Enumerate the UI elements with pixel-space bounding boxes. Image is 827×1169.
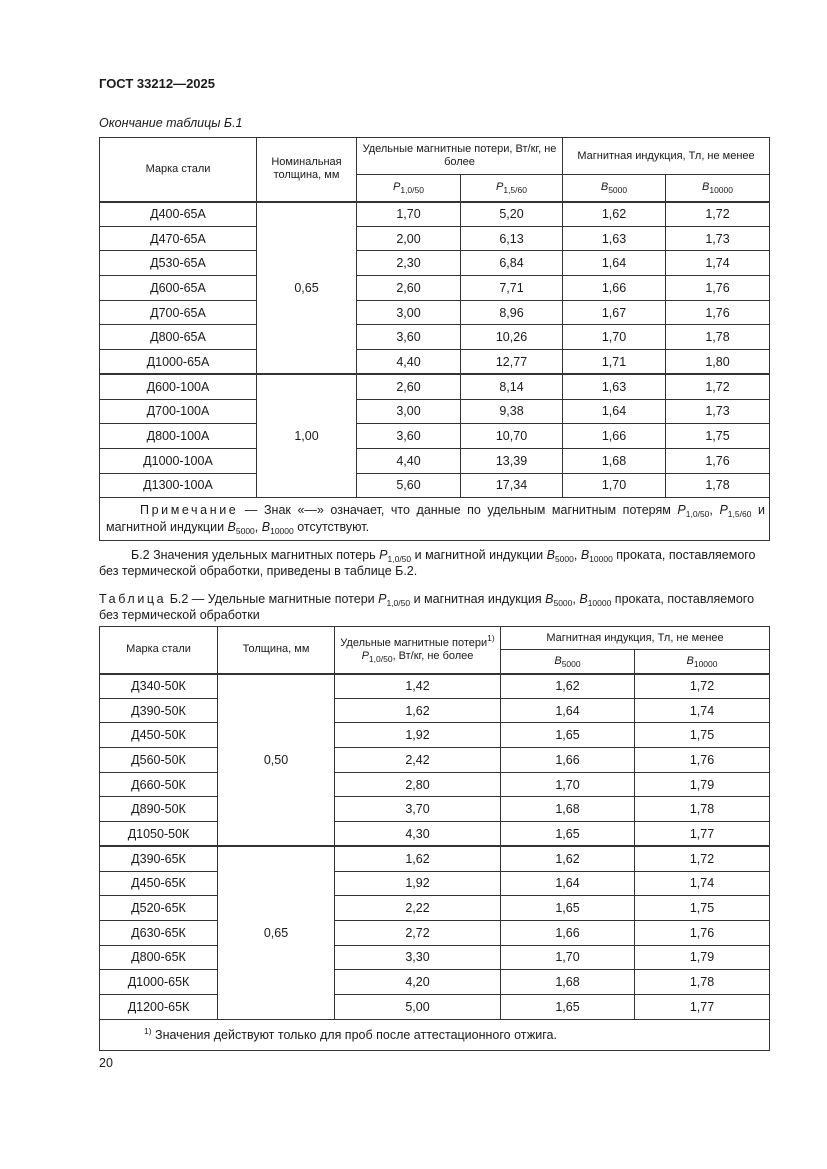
cell-thickness: 0,65 (218, 846, 335, 1019)
cell-steel-grade: Д450-50К (100, 723, 218, 748)
table-row (100, 674, 770, 699)
cell-value: 2,80 (335, 772, 501, 797)
cell-value: 4,20 (335, 970, 501, 995)
cell-value: 8,96 (461, 300, 563, 325)
cell-value: 1,68 (501, 970, 635, 995)
cell-value: 2,00 (357, 226, 461, 251)
cell-value: 1,68 (501, 797, 635, 822)
cell-value: 17,34 (461, 473, 563, 498)
cell-value: 5,60 (357, 473, 461, 498)
cell-value: 1,66 (563, 276, 666, 301)
cell-value: 1,64 (563, 251, 666, 276)
table-row (100, 276, 770, 301)
cell-value: 1,63 (563, 226, 666, 251)
table-row (100, 748, 770, 773)
cell-value: 1,75 (666, 424, 770, 449)
cell-steel-grade: Д340-50К (100, 674, 218, 699)
cell-steel-grade: Д600-65А (100, 276, 257, 301)
cell-value: 2,30 (357, 251, 461, 276)
cell-steel-grade: Д470-65А (100, 226, 257, 251)
cell-value: 1,63 (563, 374, 666, 399)
cell-steel-grade: Д390-50К (100, 698, 218, 723)
cell-value: 6,13 (461, 226, 563, 251)
cell-steel-grade: Д530-65А (100, 251, 257, 276)
cell-value: 1,71 (563, 350, 666, 375)
cell-steel-grade: Д630-65К (100, 920, 218, 945)
table-b2 (99, 626, 770, 1051)
cell-thickness: 0,65 (257, 202, 357, 375)
cell-value: 10,70 (461, 424, 563, 449)
cell-steel-grade: Д800-65К (100, 945, 218, 970)
cell-value: 2,60 (357, 374, 461, 399)
cell-value: 5,00 (335, 994, 501, 1019)
cell-steel-grade: Д600-100А (100, 374, 257, 399)
cell-steel-grade: Д1200-65К (100, 994, 218, 1019)
cell-value: 1,62 (335, 698, 501, 723)
table-row (100, 772, 770, 797)
cell-steel-grade: Д1000-100А (100, 448, 257, 473)
cell-value: 1,65 (501, 723, 635, 748)
cell-value: 1,92 (335, 723, 501, 748)
cell-thickness: 0,50 (218, 674, 335, 847)
cell-value: 1,92 (335, 871, 501, 896)
header-b-10000: $B_{10000}$ (635, 650, 770, 674)
cell-steel-grade: Д450-65К (100, 871, 218, 896)
cell-value: 13,39 (461, 448, 563, 473)
cell-value: 1,68 (563, 448, 666, 473)
cell-value: 1,79 (635, 772, 770, 797)
cell-value: 1,78 (666, 325, 770, 350)
cell-steel-grade: Д1300-100А (100, 473, 257, 498)
cell-value: 1,78 (666, 473, 770, 498)
cell-value: 1,66 (501, 920, 635, 945)
cell-value: 1,78 (635, 797, 770, 822)
cell-value: 1,70 (501, 772, 635, 797)
cell-value: 1,62 (335, 846, 501, 871)
table-row (100, 698, 770, 723)
cell-steel-grade: Д520-65К (100, 896, 218, 921)
cell-value: 2,60 (357, 276, 461, 301)
header-p-1-0-50: $P_{1,0/50}$ (357, 175, 461, 202)
cell-value: 1,76 (635, 748, 770, 773)
table-row (100, 797, 770, 822)
cell-steel-grade: Д700-100А (100, 399, 257, 424)
table-row (100, 399, 770, 424)
cell-steel-grade: Д890-50К (100, 797, 218, 822)
table-row (100, 325, 770, 350)
cell-value: 1,70 (357, 202, 461, 227)
cell-value: 1,76 (635, 920, 770, 945)
table-row (100, 448, 770, 473)
table-row (100, 970, 770, 995)
cell-steel-grade: Д560-50К (100, 748, 218, 773)
cell-value: 1,73 (666, 226, 770, 251)
table-row (100, 202, 770, 227)
table-row (100, 896, 770, 921)
cell-value: 8,14 (461, 374, 563, 399)
cell-thickness: 1,00 (257, 374, 357, 497)
table-row (100, 251, 770, 276)
cell-value: 1,70 (563, 473, 666, 498)
cell-steel-grade: Д390-65К (100, 846, 218, 871)
cell-steel-grade: Д1000-65К (100, 970, 218, 995)
table-row (100, 374, 770, 399)
table-row (100, 300, 770, 325)
table-row (100, 350, 770, 375)
cell-value: 3,60 (357, 325, 461, 350)
table-caption-continuation: Окончание таблицы Б.1 (99, 116, 243, 130)
header-p-1-5-60: $P_{1,5/60}$ (461, 175, 563, 202)
table-row (100, 846, 770, 871)
cell-steel-grade: Д700-65А (100, 300, 257, 325)
cell-value: 1,62 (563, 202, 666, 227)
table-row (100, 723, 770, 748)
cell-value: 2,72 (335, 920, 501, 945)
cell-value: 1,70 (563, 325, 666, 350)
table-row (100, 920, 770, 945)
table-b1-continuation (99, 137, 770, 541)
cell-value: 1,72 (666, 202, 770, 227)
cell-steel-grade: Д400-65А (100, 202, 257, 227)
cell-value: 1,70 (501, 945, 635, 970)
cell-value: 1,76 (666, 300, 770, 325)
cell-value: 3,00 (357, 300, 461, 325)
cell-steel-grade: Д800-65А (100, 325, 257, 350)
cell-value: 1,72 (666, 374, 770, 399)
cell-value: 1,73 (666, 399, 770, 424)
cell-value: 1,64 (501, 698, 635, 723)
cell-value: 1,80 (666, 350, 770, 375)
header-magnetic-induction: Магнитная индукция, Тл, не менее (563, 138, 770, 175)
cell-value: 1,65 (501, 994, 635, 1019)
cell-value: 1,78 (635, 970, 770, 995)
cell-value: 1,65 (501, 896, 635, 921)
cell-value: 1,74 (635, 871, 770, 896)
cell-value: 3,30 (335, 945, 501, 970)
cell-value: 10,26 (461, 325, 563, 350)
cell-value: 3,60 (357, 424, 461, 449)
table-row (100, 473, 770, 498)
header-magnetic-induction: Магнитная индукция, Тл, не менее (501, 627, 770, 650)
cell-value: 1,72 (635, 674, 770, 699)
cell-value: 4,40 (357, 448, 461, 473)
cell-steel-grade: Д800-100А (100, 424, 257, 449)
table-row (100, 945, 770, 970)
cell-value: 1,74 (635, 698, 770, 723)
header-steel-grade: Марка стали (100, 627, 218, 674)
cell-value: 1,77 (635, 822, 770, 847)
table-footnote: $^{1)}$ Значения действуют только для проб после аттестационного отжига. (100, 1019, 770, 1050)
cell-value: 3,70 (335, 797, 501, 822)
page-number: 20 (99, 1056, 113, 1070)
cell-value: 1,76 (666, 448, 770, 473)
cell-value: 4,40 (357, 350, 461, 375)
cell-value: 1,75 (635, 723, 770, 748)
table-b2-body (100, 674, 770, 1020)
cell-value: 1,64 (501, 871, 635, 896)
cell-value: 2,22 (335, 896, 501, 921)
table-row (100, 424, 770, 449)
cell-steel-grade: Д1000-65А (100, 350, 257, 375)
cell-value: 1,75 (635, 896, 770, 921)
cell-value: 1,77 (635, 994, 770, 1019)
header-b-5000: $B_{5000}$ (563, 175, 666, 202)
header-b-10000: $B_{10000}$ (666, 175, 770, 202)
cell-value: 1,76 (666, 276, 770, 301)
cell-value: 1,42 (335, 674, 501, 699)
document-header: ГОСТ 33212—2025 (99, 76, 215, 91)
table-row (100, 994, 770, 1019)
cell-value: 1,67 (563, 300, 666, 325)
header-specific-losses: Удельные магнитные потери, Вт/кг, не более (357, 138, 563, 175)
cell-value: 1,72 (635, 846, 770, 871)
table-row (100, 822, 770, 847)
cell-value: 9,38 (461, 399, 563, 424)
cell-value: 3,00 (357, 399, 461, 424)
cell-value: 4,30 (335, 822, 501, 847)
cell-value: 1,66 (501, 748, 635, 773)
cell-value: 2,42 (335, 748, 501, 773)
header-specific-losses: Удельные магнитные потери$^{1)}$ $P_{1,0/50}$, Вт/кг, не более (335, 627, 501, 674)
header-thickness: Толщина, мм (218, 627, 335, 674)
cell-steel-grade: Д660-50К (100, 772, 218, 797)
cell-value: 1,64 (563, 399, 666, 424)
header-b-5000: $B_{5000}$ (501, 650, 635, 674)
header-nominal-thickness: Номинальная толщина, мм (257, 138, 357, 202)
cell-value: 1,66 (563, 424, 666, 449)
cell-value: 1,79 (635, 945, 770, 970)
cell-steel-grade: Д1050-50К (100, 822, 218, 847)
cell-value: 12,77 (461, 350, 563, 375)
table-note: Примечание — Знак «—» означает, что данные по удельным магнитным потерям $P_{1,0/50}$, $P_{1,5/60}$ и магнитной индукции $B_{5000}$, $B_{10000}$ отсутствуют. (100, 498, 770, 541)
table-row (100, 871, 770, 896)
table-b1-body (100, 202, 770, 498)
table-b2-caption: Таблица Б.2 — Удельные магнитные потери $P_{1,0/50}$ и магнитная индукция $B_{5000}$, $B_{10000}$ проката, поставляемого без термической обработки (99, 592, 755, 622)
cell-value: 1,62 (501, 846, 635, 871)
cell-value: 7,71 (461, 276, 563, 301)
cell-value: 5,20 (461, 202, 563, 227)
header-steel-grade: Марка стали (100, 138, 257, 202)
section-b2-paragraph: Б.2 Значения удельных магнитных потерь $P_{1,0/50}$ и магнитной индукции $B_{5000}$, $B_{10000}$ проката, поставляемого без термической обработки, приведены в таблице Б.2. (99, 548, 756, 578)
cell-value: 1,62 (501, 674, 635, 699)
cell-value: 1,74 (666, 251, 770, 276)
table-row (100, 226, 770, 251)
cell-value: 1,65 (501, 822, 635, 847)
cell-value: 6,84 (461, 251, 563, 276)
